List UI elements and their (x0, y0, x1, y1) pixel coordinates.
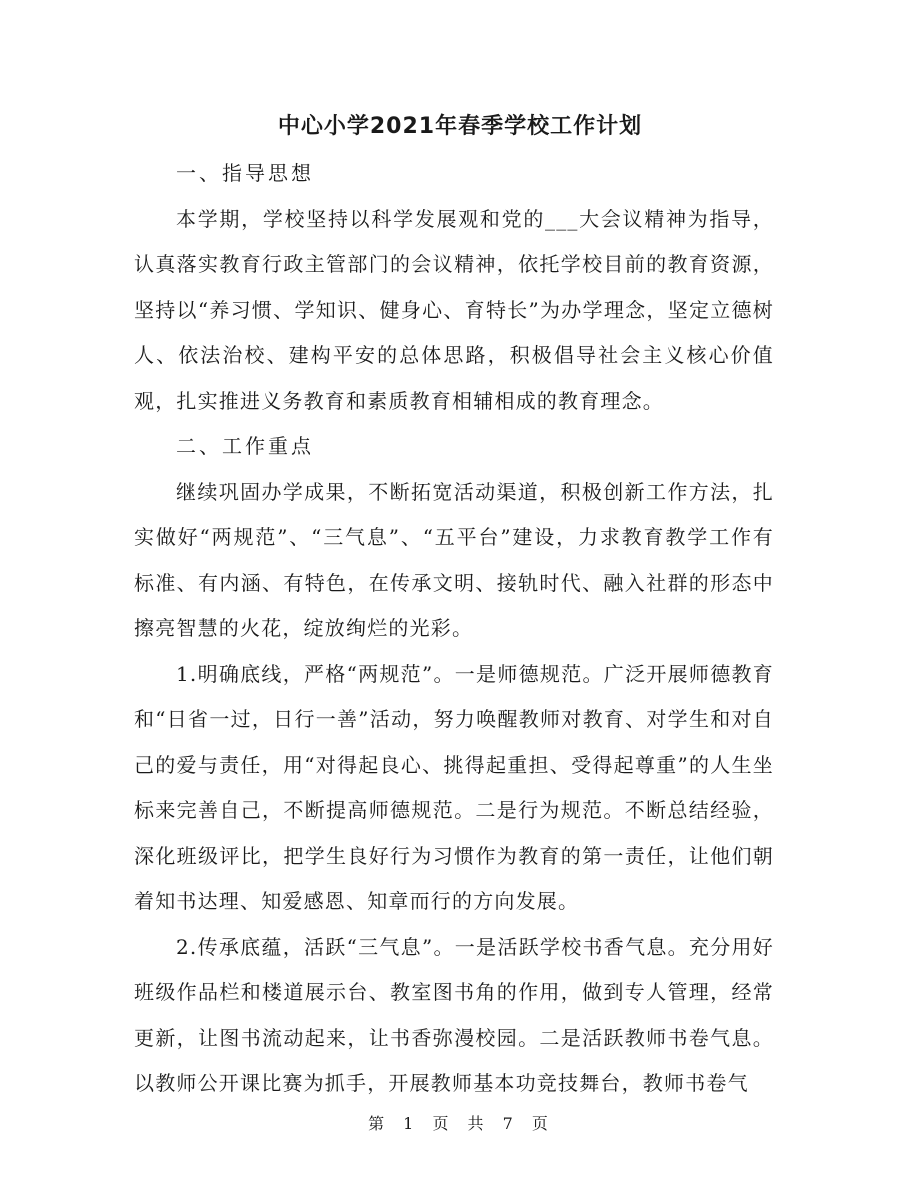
page-number-footer: 第 1 页 共 7 页 (368, 1114, 552, 1133)
paragraph-item-1: 1.明确底线，严格“两规范”。一是师德规范。广泛开展师德教育和“日省一过，日行一善”活动，努力唤醒教师对教育、对学生和对自己的爱与责任，用“对得起良心、挑得起重担、受得起尊重”的人生坐标来完善自己，不断提高师德规范。二是行为规范。不断总结经验，深化班级评比，把学生良好行为习惯作为教育的第一责任，让他们朝着知书达理、知爱感恩、知章而行的方向发展。 (134, 661, 774, 913)
paragraph-guiding-ideology: 本学期，学校坚持以科学发展观和党的___大会议精神为指导，认真落实教育行政主管部门的会议精神，依托学校目前的教育资源，坚持以“养习惯、学知识、健身心、育特长”为办学理念，坚定立德树人、依法治校、建构平安的总体思路，积极倡导社会主义核心价值观，扎实推进义务教育和素质教育相辅相成的教育理念。 (134, 206, 774, 413)
paragraph-item-2: 2.传承底蕴，活跃“三气息”。一是活跃学校书香气息。充分用好班级作品栏和楼道展示台、教室图书角的作用，做到专人管理，经常更新，让图书流动起来，让书香弥漫校园。二是活跃教师书卷气息。以教师公开课比赛为抓手，开展教师基本功竞技舞台，教师书卷气 (134, 934, 774, 1095)
section-heading-work-focus: 二、工作重点 (176, 434, 314, 458)
document-body (134, 151, 774, 1107)
paragraph-work-focus: 继续巩固办学成果，不断拓宽活动渠道，积极创新工作方法，扎实做好“两规范”、“三气息”、“五平台”建设，力求教育教学工作有标准、有内涵、有特色，在传承文明、接轨时代、融入社群的形态中擦亮智慧的火花，绽放绚烂的光彩。 (134, 479, 774, 640)
section-heading-guiding-ideology: 一、指导思想 (176, 161, 314, 185)
document-title: 中心小学2021年春季学校工作计划 (277, 114, 643, 139)
